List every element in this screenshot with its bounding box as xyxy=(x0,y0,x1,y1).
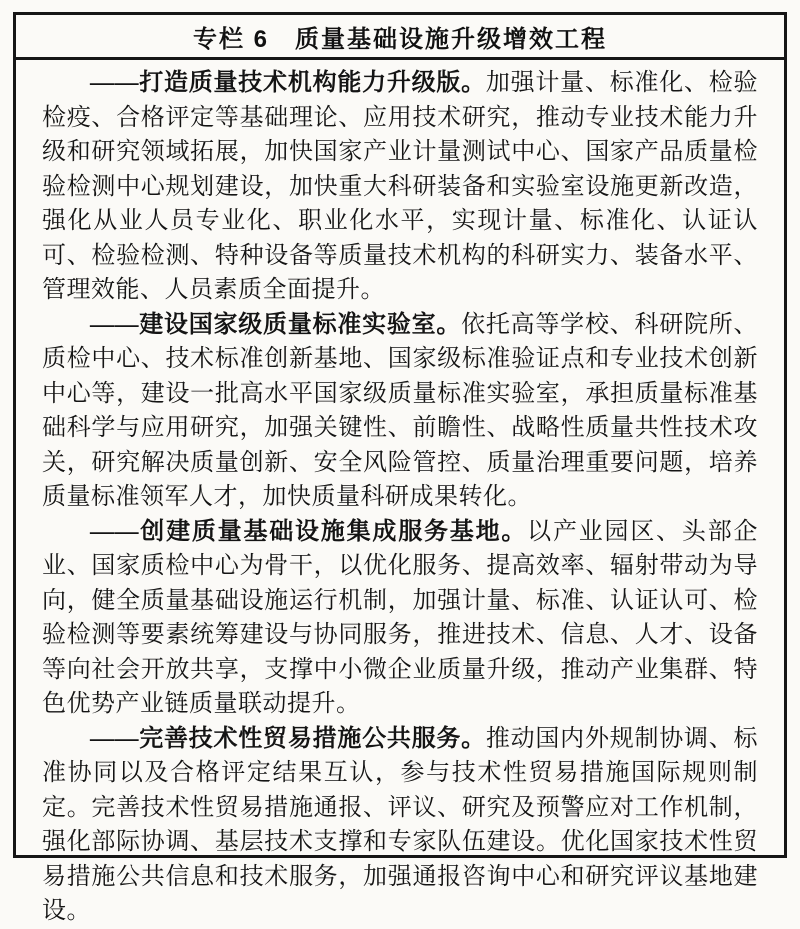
paragraph-2 xyxy=(42,308,758,515)
paragraph-2-text: 依托高等学校、科研院所、质检中心、技术标准创新基地、国家级标准验证点和专业技术创新中心等，建设一批高水平国家级质量标准实验室，承担质量标准基础科学与应用研究，加强关键性、前瞻性、战略性质量共性技术攻关，研究解决质量创新、安全风险管控、质量治理重要问题，培养质量标准领军人才，加快质量科研成果转化。 xyxy=(42,311,758,510)
paragraph-4-text: 推动国内外规制协调、标准协同以及合格评定结果互认，参与技术性贸易措施国际规则制定。完善技术性贸易措施通报、评议、研究及预警应对工作机制，强化部际协调、基层技术支撑和专家队伍建设。优化国家技术性贸易措施公共信息和技术服务，加强通报咨询中心和研究评议基地建设。 xyxy=(42,725,759,924)
paragraph-3-text: 以产业园区、头部企业、国家质检中心为骨干，以优化服务、提高效率、辐射带动为导向，健全质量基础设施运行机制，加强计量、标准、认证认可、检验检测等要素统筹建设与协同服务，推进技术、信息、人才、设备等向社会开放共享，支撑中小微企业质量升级，推动产业集群、特色优势产业链质量联动提升。 xyxy=(42,518,759,717)
paragraph-4-lead: ——完善技术性贸易措施公共服务。 xyxy=(90,725,486,752)
paragraph-1 xyxy=(42,66,758,308)
paragraph-3 xyxy=(42,515,758,722)
panel-title: 专栏 6 质量基础设施升级增效工程 xyxy=(192,25,607,53)
paragraph-4 xyxy=(42,722,758,929)
paragraph-1-lead: ——打造质量技术机构能力升级版。 xyxy=(90,70,486,96)
column-panel xyxy=(13,12,787,924)
paragraph-3-lead: ——创建质量基础设施集成服务基地。 xyxy=(90,518,528,545)
paragraph-1-text: 加强计量、标准化、检验检疫、合格评定等基础理论、应用技术研究，推动专业技术能力升级和研究领域拓展，加快国家产业计量测试中心、国家产品质量检验检测中心规划建设，加快重大科研装备和实验室设施更新改造，强化从业人员专业化、职业化水平，实现计量、标准化、认证认可、检验检测、特种设备等质量技术机构的科研实力、装备水平、管理效能、人员素质全面提升。 xyxy=(42,70,759,303)
panel-body xyxy=(16,60,784,929)
panel-title-bar xyxy=(16,15,784,60)
paragraph-2-lead: ——建设国家级质量标准实验室。 xyxy=(90,311,462,338)
